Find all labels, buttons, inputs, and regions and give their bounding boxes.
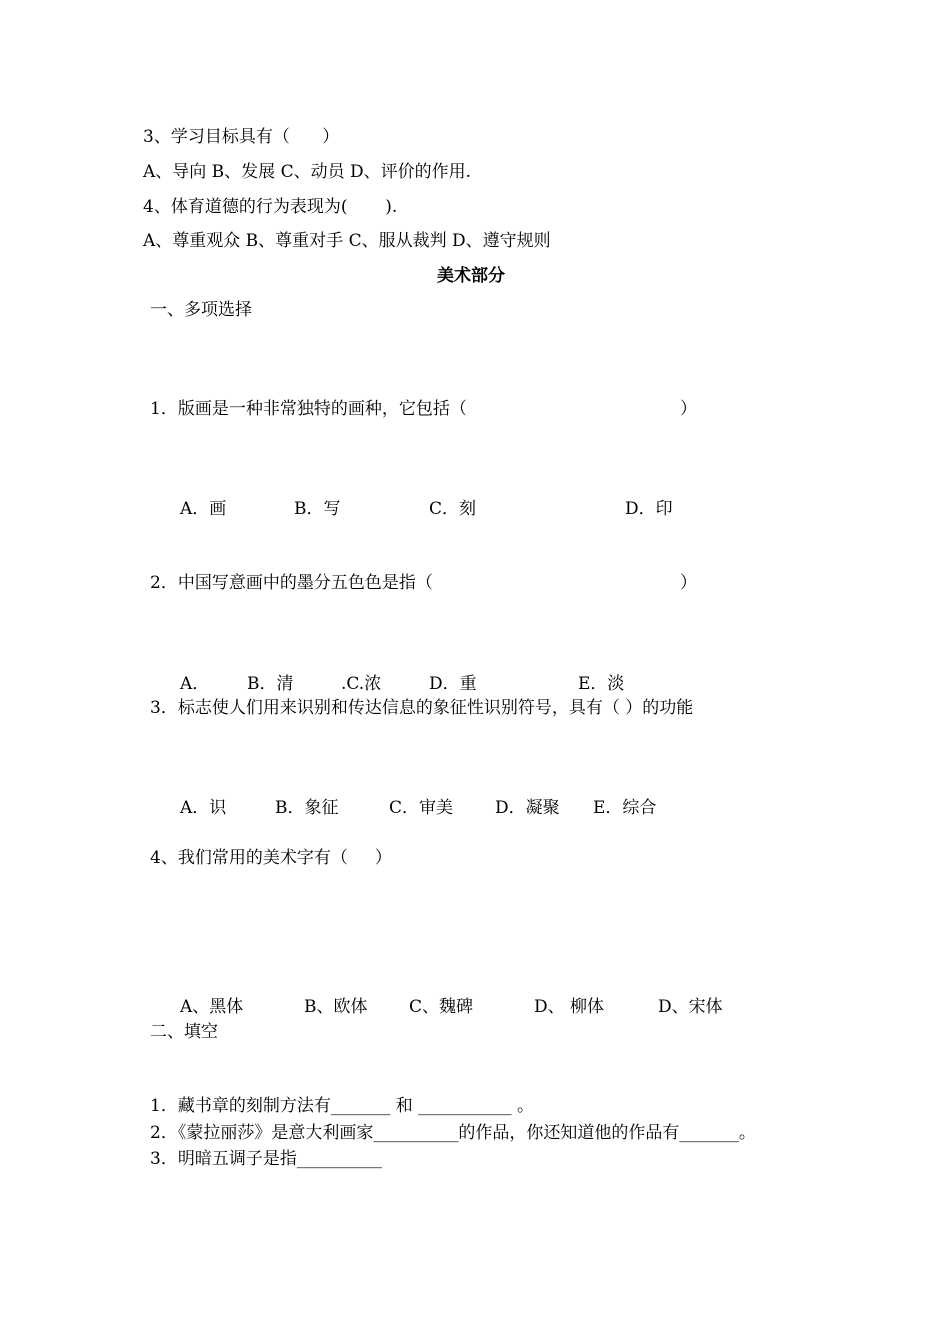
art-q2-option-c: .C.浓 bbox=[341, 674, 382, 694]
art-q4-option-e: D、宋体 bbox=[658, 997, 723, 1017]
art-q1-option-b: B．写 bbox=[294, 499, 341, 519]
fill-question-2: 2．《蒙拉丽莎》是意大利画家__________的作品，你还知道他的作品有_______。 bbox=[150, 1123, 756, 1143]
art-q1-option-c: C．刻 bbox=[429, 499, 477, 519]
pe-question-3: 3、学习目标具有（ ） bbox=[143, 127, 340, 147]
art-q3-option-e: E．综合 bbox=[593, 798, 657, 818]
pe-question-3-options: A、导向 B、发展 C、动员 D、评价的作用. bbox=[143, 162, 472, 182]
art-question-4-stem: 4、我们常用的美术字有（ ） bbox=[150, 848, 392, 868]
art-q2-option-e: E．淡 bbox=[578, 674, 625, 694]
art-q3-option-a: A．识 bbox=[180, 798, 227, 818]
art-q1-option-d: D．印 bbox=[625, 499, 673, 519]
art-q4-option-d: D、 柳体 bbox=[534, 997, 605, 1017]
art-question-3-stem: 3．标志使人们用来识别和传达信息的象征性识别符号，具有（ ）的功能 bbox=[150, 698, 694, 718]
art-q3-option-b: B．象征 bbox=[275, 798, 339, 818]
art-q2-option-a: A． bbox=[180, 674, 210, 694]
art-question-2-close: ） bbox=[680, 573, 697, 593]
part1-heading: 一、多项选择 bbox=[150, 300, 252, 320]
art-q1-option-a: A．画 bbox=[180, 499, 227, 519]
fill-question-3: 3．明暗五调子是指__________ bbox=[150, 1149, 382, 1169]
art-section-title: 美术部分 bbox=[437, 266, 505, 286]
art-q2-option-b: B．清 bbox=[247, 674, 294, 694]
art-q4-option-a: A、黑体 bbox=[180, 997, 244, 1017]
art-q2-option-d: D．重 bbox=[429, 674, 477, 694]
art-question-1-stem: 1．版画是一种非常独特的画种，它包括（ bbox=[150, 399, 467, 419]
art-q4-option-b: B、欧体 bbox=[304, 997, 368, 1017]
art-q4-option-c: C、魏碑 bbox=[409, 997, 474, 1017]
pe-question-4: 4、体育道德的行为表现为( ). bbox=[143, 197, 398, 217]
part2-heading: 二、填空 bbox=[150, 1022, 218, 1042]
art-q3-option-d: D．凝聚 bbox=[495, 798, 560, 818]
art-q3-option-c: C．审美 bbox=[389, 798, 454, 818]
pe-question-4-options: A、尊重观众 B、尊重对手 C、服从裁判 D、遵守规则 bbox=[143, 231, 551, 251]
fill-question-1: 1．藏书章的刻制方法有_______ 和 ___________ 。 bbox=[150, 1096, 535, 1116]
art-question-2-stem: 2．中国写意画中的墨分五色色是指（ bbox=[150, 573, 433, 593]
art-question-1-close: ） bbox=[680, 399, 697, 419]
